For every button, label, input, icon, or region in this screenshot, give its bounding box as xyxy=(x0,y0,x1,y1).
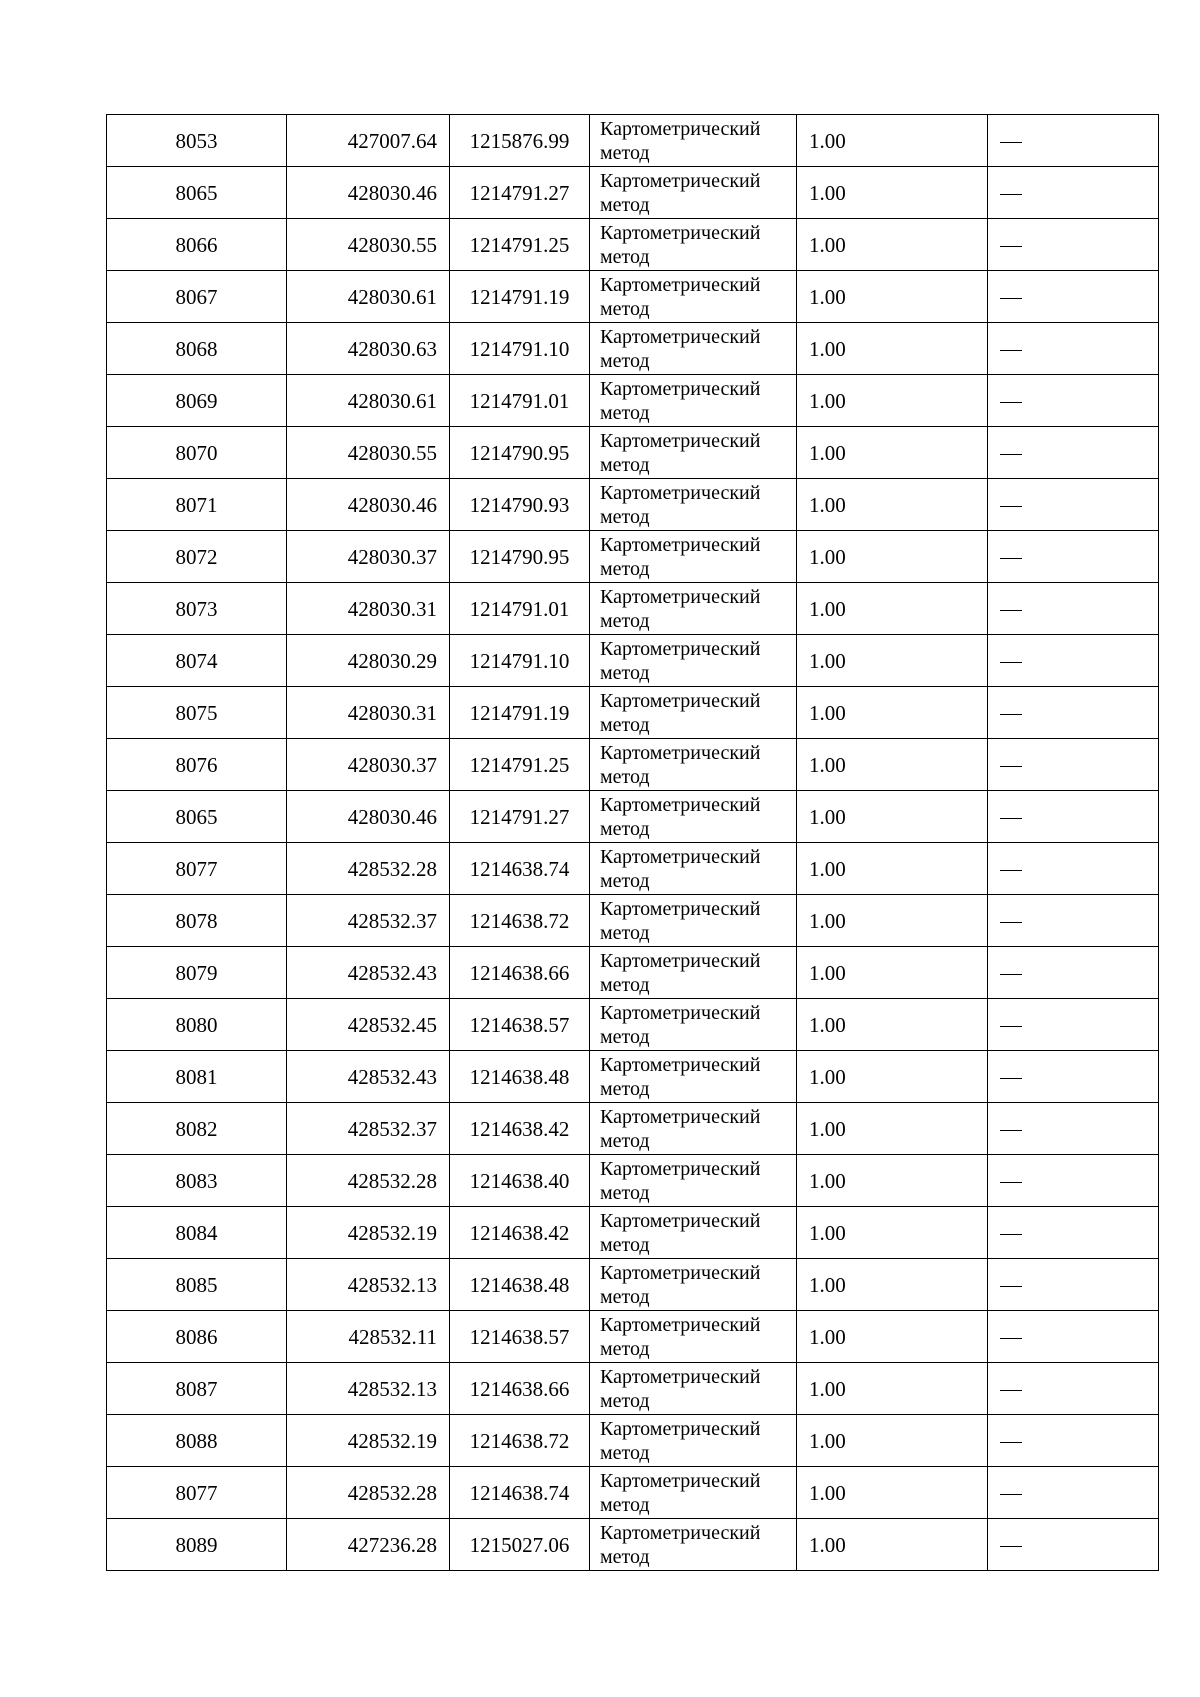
point-number-cell: 8088 xyxy=(107,1415,287,1467)
x-coordinate-cell: 428532.45 xyxy=(287,999,450,1051)
method-text-line: метод xyxy=(600,921,650,944)
accuracy-cell: 1.00 xyxy=(797,1259,988,1311)
note-cell xyxy=(988,947,1159,999)
x-coordinate-cell: 428030.46 xyxy=(287,479,450,531)
method-text-line: метод xyxy=(600,713,650,736)
point-number-cell: 8065 xyxy=(107,167,287,219)
x-coordinate-cell: 428532.11 xyxy=(287,1311,450,1363)
accuracy-cell: 1.00 xyxy=(797,479,988,531)
table-row xyxy=(107,427,1159,479)
method-text-line: метод xyxy=(600,1337,650,1360)
note-cell xyxy=(988,427,1159,479)
dash-mark xyxy=(1000,870,1022,871)
x-coordinate-cell: 428030.63 xyxy=(287,323,450,375)
method-text-line: Картометрический xyxy=(600,1417,761,1440)
accuracy-cell: 1.00 xyxy=(797,271,988,323)
point-number-cell: 8074 xyxy=(107,635,287,687)
method-cell xyxy=(590,583,797,635)
method-cell xyxy=(590,791,797,843)
method-text-line: Картометрический xyxy=(600,1521,761,1544)
dash-mark xyxy=(1000,1182,1022,1183)
note-cell xyxy=(988,323,1159,375)
point-number-cell: 8072 xyxy=(107,531,287,583)
accuracy-cell: 1.00 xyxy=(797,167,988,219)
method-text-line: метод xyxy=(600,765,650,788)
table-row xyxy=(107,1103,1159,1155)
y-coordinate-cell: 1214791.10 xyxy=(450,323,590,375)
x-coordinate-cell: 428030.61 xyxy=(287,375,450,427)
accuracy-cell: 1.00 xyxy=(797,1415,988,1467)
accuracy-cell: 1.00 xyxy=(797,115,988,167)
method-text-line: метод xyxy=(600,1389,650,1412)
accuracy-cell: 1.00 xyxy=(797,1311,988,1363)
table-row xyxy=(107,999,1159,1051)
dash-mark xyxy=(1000,1546,1022,1547)
accuracy-cell: 1.00 xyxy=(797,843,988,895)
coordinates-table xyxy=(106,114,1159,1571)
dash-mark xyxy=(1000,766,1022,767)
method-cell xyxy=(590,115,797,167)
table-row xyxy=(107,739,1159,791)
method-text-line: метод xyxy=(600,1129,650,1152)
dash-mark xyxy=(1000,1338,1022,1339)
accuracy-cell: 1.00 xyxy=(797,947,988,999)
table-row xyxy=(107,167,1159,219)
note-cell xyxy=(988,635,1159,687)
table-row xyxy=(107,1311,1159,1363)
note-cell xyxy=(988,1051,1159,1103)
y-coordinate-cell: 1214790.95 xyxy=(450,427,590,479)
point-number-cell: 8087 xyxy=(107,1363,287,1415)
point-number-cell: 8081 xyxy=(107,1051,287,1103)
dash-mark xyxy=(1000,1494,1022,1495)
table-row xyxy=(107,271,1159,323)
method-text-line: метод xyxy=(600,1545,650,1568)
method-text-line: Картометрический xyxy=(600,377,761,400)
table-row xyxy=(107,687,1159,739)
table-row xyxy=(107,1363,1159,1415)
x-coordinate-cell: 428532.19 xyxy=(287,1207,450,1259)
note-cell xyxy=(988,1311,1159,1363)
note-cell xyxy=(988,271,1159,323)
y-coordinate-cell: 1215027.06 xyxy=(450,1519,590,1571)
method-text-line: метод xyxy=(600,817,650,840)
y-coordinate-cell: 1214638.74 xyxy=(450,843,590,895)
dash-mark xyxy=(1000,818,1022,819)
method-text-line: метод xyxy=(600,973,650,996)
point-number-cell: 8085 xyxy=(107,1259,287,1311)
x-coordinate-cell: 428532.28 xyxy=(287,843,450,895)
y-coordinate-cell: 1214791.27 xyxy=(450,167,590,219)
method-text-line: метод xyxy=(600,557,650,580)
y-coordinate-cell: 1214638.40 xyxy=(450,1155,590,1207)
method-cell xyxy=(590,687,797,739)
table-row xyxy=(107,1259,1159,1311)
point-number-cell: 8086 xyxy=(107,1311,287,1363)
method-text-line: Картометрический xyxy=(600,429,761,452)
accuracy-cell: 1.00 xyxy=(797,531,988,583)
y-coordinate-cell: 1214791.27 xyxy=(450,791,590,843)
dash-mark xyxy=(1000,194,1022,195)
note-cell xyxy=(988,1155,1159,1207)
x-coordinate-cell: 428030.46 xyxy=(287,167,450,219)
point-number-cell: 8066 xyxy=(107,219,287,271)
point-number-cell: 8075 xyxy=(107,687,287,739)
y-coordinate-cell: 1214790.95 xyxy=(450,531,590,583)
table-row xyxy=(107,1519,1159,1571)
x-coordinate-cell: 427236.28 xyxy=(287,1519,450,1571)
dash-mark xyxy=(1000,974,1022,975)
accuracy-cell: 1.00 xyxy=(797,1519,988,1571)
method-cell xyxy=(590,843,797,895)
method-cell xyxy=(590,999,797,1051)
table-row xyxy=(107,531,1159,583)
method-text-line: Картометрический xyxy=(600,325,761,348)
method-cell xyxy=(590,1311,797,1363)
method-text-line: метод xyxy=(600,505,650,528)
method-text-line: метод xyxy=(600,1441,650,1464)
method-text-line: Картометрический xyxy=(600,169,761,192)
x-coordinate-cell: 427007.64 xyxy=(287,115,450,167)
point-number-cell: 8069 xyxy=(107,375,287,427)
dash-mark xyxy=(1000,454,1022,455)
method-cell xyxy=(590,167,797,219)
y-coordinate-cell: 1214791.01 xyxy=(450,583,590,635)
table-row xyxy=(107,219,1159,271)
table-row xyxy=(107,1467,1159,1519)
dash-mark xyxy=(1000,1234,1022,1235)
method-text-line: Картометрический xyxy=(600,1053,761,1076)
method-text-line: метод xyxy=(600,349,650,372)
method-text-line: Картометрический xyxy=(600,741,761,764)
point-number-cell: 8077 xyxy=(107,843,287,895)
method-text-line: Картометрический xyxy=(600,1209,761,1232)
accuracy-cell: 1.00 xyxy=(797,791,988,843)
method-text-line: Картометрический xyxy=(600,897,761,920)
note-cell xyxy=(988,739,1159,791)
method-text-line: Картометрический xyxy=(600,1001,761,1024)
method-text-line: метод xyxy=(600,245,650,268)
table-row xyxy=(107,375,1159,427)
x-coordinate-cell: 428532.28 xyxy=(287,1467,450,1519)
table-row xyxy=(107,791,1159,843)
method-text-line: Картометрический xyxy=(600,845,761,868)
method-text-line: Картометрический xyxy=(600,273,761,296)
dash-mark xyxy=(1000,1442,1022,1443)
point-number-cell: 8053 xyxy=(107,115,287,167)
table-row xyxy=(107,115,1159,167)
y-coordinate-cell: 1214791.10 xyxy=(450,635,590,687)
accuracy-cell: 1.00 xyxy=(797,739,988,791)
point-number-cell: 8080 xyxy=(107,999,287,1051)
method-text-line: Картометрический xyxy=(600,1105,761,1128)
point-number-cell: 8084 xyxy=(107,1207,287,1259)
method-cell xyxy=(590,947,797,999)
method-cell xyxy=(590,895,797,947)
point-number-cell: 8070 xyxy=(107,427,287,479)
method-text-line: Картометрический xyxy=(600,481,761,504)
x-coordinate-cell: 428532.13 xyxy=(287,1259,450,1311)
method-text-line: метод xyxy=(600,1181,650,1204)
method-text-line: Картометрический xyxy=(600,689,761,712)
method-cell xyxy=(590,1363,797,1415)
point-number-cell: 8071 xyxy=(107,479,287,531)
note-cell xyxy=(988,687,1159,739)
table-row xyxy=(107,843,1159,895)
method-cell xyxy=(590,1155,797,1207)
dash-mark xyxy=(1000,1286,1022,1287)
method-cell xyxy=(590,1051,797,1103)
note-cell xyxy=(988,115,1159,167)
x-coordinate-cell: 428030.29 xyxy=(287,635,450,687)
method-text-line: метод xyxy=(600,1493,650,1516)
point-number-cell: 8068 xyxy=(107,323,287,375)
x-coordinate-cell: 428030.55 xyxy=(287,427,450,479)
method-text-line: метод xyxy=(600,869,650,892)
point-number-cell: 8078 xyxy=(107,895,287,947)
table-row xyxy=(107,1051,1159,1103)
accuracy-cell: 1.00 xyxy=(797,1363,988,1415)
note-cell xyxy=(988,1259,1159,1311)
method-text-line: Картометрический xyxy=(600,1261,761,1284)
method-cell xyxy=(590,739,797,791)
note-cell xyxy=(988,895,1159,947)
x-coordinate-cell: 428532.43 xyxy=(287,1051,450,1103)
note-cell xyxy=(988,999,1159,1051)
y-coordinate-cell: 1214791.25 xyxy=(450,739,590,791)
method-cell xyxy=(590,323,797,375)
point-number-cell: 8077 xyxy=(107,1467,287,1519)
x-coordinate-cell: 428030.37 xyxy=(287,739,450,791)
note-cell xyxy=(988,583,1159,635)
x-coordinate-cell: 428030.46 xyxy=(287,791,450,843)
note-cell xyxy=(988,167,1159,219)
method-text-line: метод xyxy=(600,1077,650,1100)
table-row xyxy=(107,323,1159,375)
x-coordinate-cell: 428030.31 xyxy=(287,583,450,635)
y-coordinate-cell: 1214638.72 xyxy=(450,1415,590,1467)
dash-mark xyxy=(1000,714,1022,715)
dash-mark xyxy=(1000,246,1022,247)
table-row xyxy=(107,947,1159,999)
note-cell xyxy=(988,375,1159,427)
point-number-cell: 8067 xyxy=(107,271,287,323)
method-cell xyxy=(590,1103,797,1155)
method-text-line: Картометрический xyxy=(600,533,761,556)
note-cell xyxy=(988,531,1159,583)
note-cell xyxy=(988,479,1159,531)
y-coordinate-cell: 1215876.99 xyxy=(450,115,590,167)
y-coordinate-cell: 1214638.66 xyxy=(450,947,590,999)
method-cell xyxy=(590,479,797,531)
accuracy-cell: 1.00 xyxy=(797,635,988,687)
method-text-line: Картометрический xyxy=(600,221,761,244)
dash-mark xyxy=(1000,1078,1022,1079)
x-coordinate-cell: 428532.37 xyxy=(287,1103,450,1155)
method-cell xyxy=(590,1519,797,1571)
x-coordinate-cell: 428532.28 xyxy=(287,1155,450,1207)
y-coordinate-cell: 1214790.93 xyxy=(450,479,590,531)
point-number-cell: 8082 xyxy=(107,1103,287,1155)
y-coordinate-cell: 1214638.66 xyxy=(450,1363,590,1415)
method-cell xyxy=(590,375,797,427)
point-number-cell: 8073 xyxy=(107,583,287,635)
dash-mark xyxy=(1000,922,1022,923)
x-coordinate-cell: 428030.37 xyxy=(287,531,450,583)
table-row xyxy=(107,1207,1159,1259)
method-cell xyxy=(590,635,797,687)
y-coordinate-cell: 1214791.25 xyxy=(450,219,590,271)
dash-mark xyxy=(1000,662,1022,663)
method-text-line: Картометрический xyxy=(600,1365,761,1388)
accuracy-cell: 1.00 xyxy=(797,219,988,271)
method-text-line: метод xyxy=(600,141,650,164)
note-cell xyxy=(988,1207,1159,1259)
method-text-line: Картометрический xyxy=(600,585,761,608)
method-cell xyxy=(590,271,797,323)
coordinates-table-body xyxy=(107,115,1159,1571)
dash-mark xyxy=(1000,1130,1022,1131)
y-coordinate-cell: 1214638.48 xyxy=(450,1051,590,1103)
table-row xyxy=(107,1415,1159,1467)
method-cell xyxy=(590,1259,797,1311)
accuracy-cell: 1.00 xyxy=(797,375,988,427)
accuracy-cell: 1.00 xyxy=(797,999,988,1051)
accuracy-cell: 1.00 xyxy=(797,1103,988,1155)
dash-mark xyxy=(1000,350,1022,351)
method-text-line: метод xyxy=(600,193,650,216)
accuracy-cell: 1.00 xyxy=(797,427,988,479)
accuracy-cell: 1.00 xyxy=(797,1207,988,1259)
dash-mark xyxy=(1000,610,1022,611)
method-text-line: Картометрический xyxy=(600,793,761,816)
x-coordinate-cell: 428030.55 xyxy=(287,219,450,271)
point-number-cell: 8076 xyxy=(107,739,287,791)
method-text-line: метод xyxy=(600,661,650,684)
accuracy-cell: 1.00 xyxy=(797,1467,988,1519)
method-text-line: Картометрический xyxy=(600,1469,761,1492)
method-text-line: метод xyxy=(600,1285,650,1308)
method-text-line: метод xyxy=(600,1233,650,1256)
dash-mark xyxy=(1000,506,1022,507)
table-row xyxy=(107,1155,1159,1207)
y-coordinate-cell: 1214638.42 xyxy=(450,1103,590,1155)
method-text-line: метод xyxy=(600,401,650,424)
method-cell xyxy=(590,531,797,583)
method-text-line: Картометрический xyxy=(600,1157,761,1180)
method-text-line: Картометрический xyxy=(600,117,761,140)
method-cell xyxy=(590,1415,797,1467)
method-text-line: Картометрический xyxy=(600,949,761,972)
dash-mark xyxy=(1000,558,1022,559)
y-coordinate-cell: 1214791.01 xyxy=(450,375,590,427)
accuracy-cell: 1.00 xyxy=(797,895,988,947)
point-number-cell: 8089 xyxy=(107,1519,287,1571)
accuracy-cell: 1.00 xyxy=(797,687,988,739)
method-cell xyxy=(590,219,797,271)
dash-mark xyxy=(1000,1390,1022,1391)
y-coordinate-cell: 1214638.48 xyxy=(450,1259,590,1311)
accuracy-cell: 1.00 xyxy=(797,1155,988,1207)
point-number-cell: 8079 xyxy=(107,947,287,999)
method-text-line: метод xyxy=(600,297,650,320)
table-row xyxy=(107,895,1159,947)
x-coordinate-cell: 428532.37 xyxy=(287,895,450,947)
method-text-line: Картометрический xyxy=(600,637,761,660)
y-coordinate-cell: 1214638.74 xyxy=(450,1467,590,1519)
point-number-cell: 8083 xyxy=(107,1155,287,1207)
x-coordinate-cell: 428532.13 xyxy=(287,1363,450,1415)
y-coordinate-cell: 1214638.42 xyxy=(450,1207,590,1259)
x-coordinate-cell: 428030.31 xyxy=(287,687,450,739)
note-cell xyxy=(988,791,1159,843)
note-cell xyxy=(988,1363,1159,1415)
dash-mark xyxy=(1000,142,1022,143)
table-row xyxy=(107,479,1159,531)
accuracy-cell: 1.00 xyxy=(797,1051,988,1103)
method-cell xyxy=(590,1207,797,1259)
accuracy-cell: 1.00 xyxy=(797,583,988,635)
x-coordinate-cell: 428532.43 xyxy=(287,947,450,999)
note-cell xyxy=(988,1519,1159,1571)
dash-mark xyxy=(1000,402,1022,403)
dash-mark xyxy=(1000,298,1022,299)
table-row xyxy=(107,583,1159,635)
note-cell xyxy=(988,1415,1159,1467)
method-cell xyxy=(590,427,797,479)
dash-mark xyxy=(1000,1026,1022,1027)
note-cell xyxy=(988,1467,1159,1519)
method-text-line: метод xyxy=(600,609,650,632)
accuracy-cell: 1.00 xyxy=(797,323,988,375)
y-coordinate-cell: 1214638.72 xyxy=(450,895,590,947)
method-text-line: Картометрический xyxy=(600,1313,761,1336)
point-number-cell: 8065 xyxy=(107,791,287,843)
y-coordinate-cell: 1214791.19 xyxy=(450,271,590,323)
x-coordinate-cell: 428030.61 xyxy=(287,271,450,323)
x-coordinate-cell: 428532.19 xyxy=(287,1415,450,1467)
note-cell xyxy=(988,219,1159,271)
table-row xyxy=(107,635,1159,687)
y-coordinate-cell: 1214638.57 xyxy=(450,999,590,1051)
y-coordinate-cell: 1214638.57 xyxy=(450,1311,590,1363)
note-cell xyxy=(988,1103,1159,1155)
note-cell xyxy=(988,843,1159,895)
method-cell xyxy=(590,1467,797,1519)
method-text-line: метод xyxy=(600,1025,650,1048)
y-coordinate-cell: 1214791.19 xyxy=(450,687,590,739)
method-text-line: метод xyxy=(600,453,650,476)
